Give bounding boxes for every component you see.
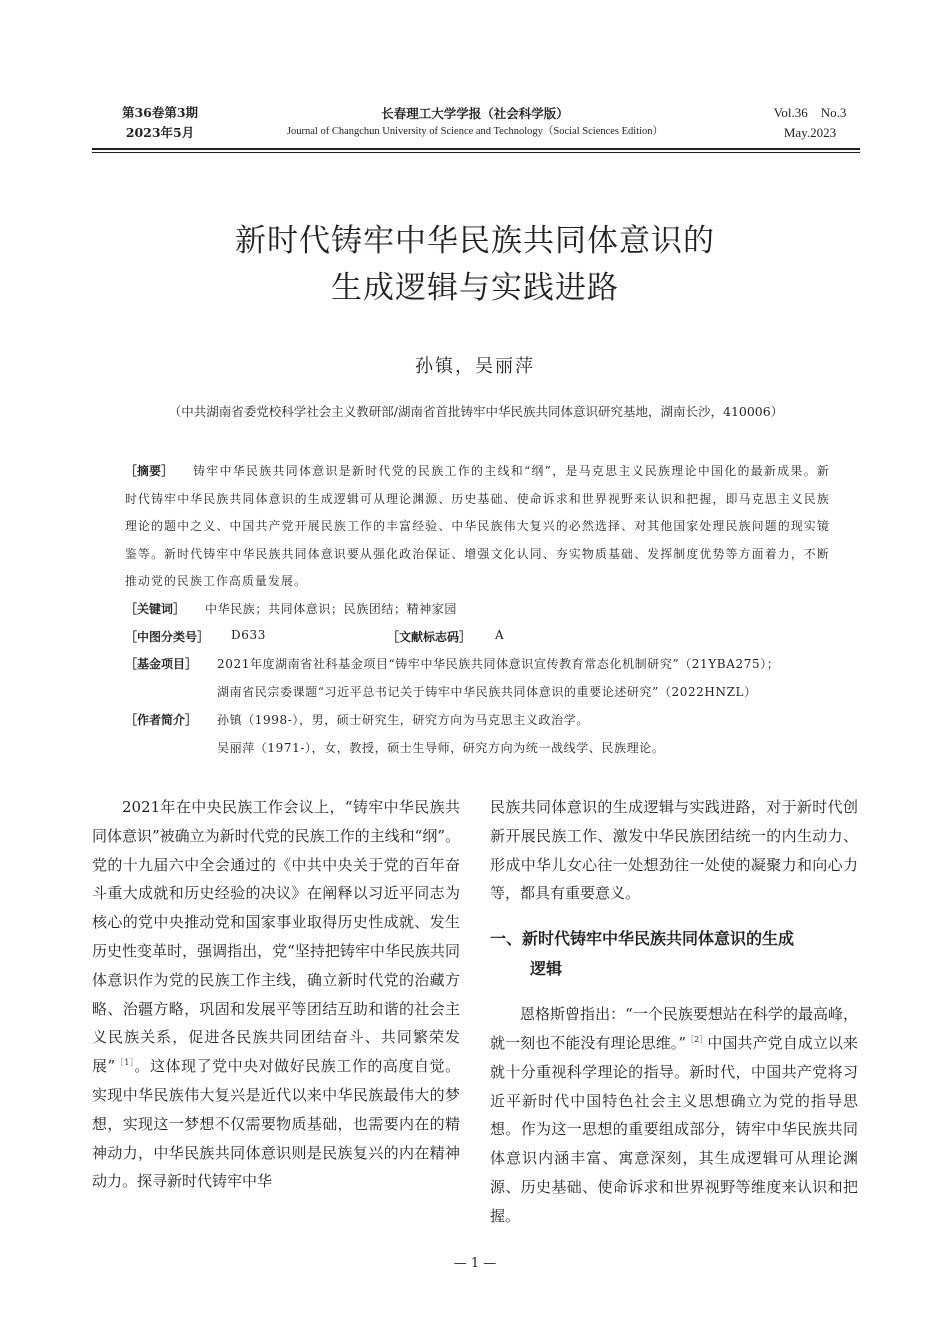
page-number: — 1 —: [453, 1256, 497, 1271]
doc-code-value: A: [495, 628, 505, 642]
doc-code-label: ［文献标志码］: [387, 630, 472, 644]
body-left-column: [92, 793, 460, 1196]
clc-value: D633: [231, 628, 266, 642]
fund-line-2: 湖南省民宗委课题“习近平总书记关于铸牢中华民族共同体意识的重要论述研究”（2022HNZL）: [217, 685, 757, 699]
article-title: [150, 218, 800, 312]
date-en: May.2023: [783, 125, 837, 140]
fund-line-1: 2021年度湖南省社科基金项目“铸牢中华民族共同体意识宣传教育常态化机制研究”（21YBA275）；: [217, 657, 780, 671]
issue-date: 2023年5月: [125, 125, 195, 140]
section1-text-b: 中国共产党自成立以来就十分重视科学理论的指导。新时代，中国共产党将习近平新时代中国特色社会主义思想确立为党的指导思想。作为这一思想的重要组成部分，铸牢中华民族共同体意识内涵丰富、寓意深刻，其生成逻辑可从理论渊源、历史基础、使命诉求和世界视野等维度来认识和把握。: [490, 1033, 858, 1225]
abstract: [125, 458, 830, 596]
citation-2[interactable]: ［2］: [686, 1034, 708, 1044]
author-bio-label: ［作者简介］: [125, 713, 198, 727]
volume-issue: 第36卷第3期: [121, 105, 199, 120]
paragraph-intro-continued: 民族共同体意识的生成逻辑与实践进路，对于新时代创新开展民族工作、激发中华民族团结统一的内生动力、形成中华儿女心往一处想劲往一处使的凝聚力和向心力等，都具有重要意义。: [490, 798, 858, 903]
author-bio-line-2: 吴丽萍（1971-），女，教授，硕士生导师，研究方向为统一战线学、民族理论。: [217, 741, 665, 755]
section-heading-line-1: 一、新时代铸牢中华民族共同体意识的生成: [490, 929, 795, 949]
fund-label: ［基金项目］: [125, 657, 198, 671]
section1-text-a: 恩格斯曾指出：“一个民族要想站在科学的最高峰，就一刻也不能没有理论思维。”: [490, 1005, 858, 1052]
keywords-row: [125, 600, 458, 617]
header-rule-thin: [92, 152, 860, 153]
section-heading-line-2: 逻辑: [530, 959, 563, 979]
journal-title-en: Journal of Changchun University of Science and Technology（Social Sciences Edition）: [286, 126, 664, 137]
abstract-text: 铸牢中华民族共同体意识是新时代党的民族工作的主线和“纲”，是马克思主义民族理论中国化的最新成果。新时代铸牢中华民族共同体意识的生成逻辑可从理论渊源、历史基础、使命诉求和世界视野来认识和把握，即马克思主义民族理论的题中之义、中国共产党开展民族工作的丰富经验、中华民族伟大复兴的必然选择、对其他国家处理民族问题的现实镜鉴等。新时代铸牢中华民族共同体意识要从强化政治保证、增强文化认同、夯实物质基础、发挥制度优势等方面着力，不断推动党的民族工作高质量发展。: [125, 464, 830, 588]
intro-text-b: 。这体现了党中央对做好民族工作的高度自觉。实现中华民族伟大复兴是近代以来中华民族最伟大的梦想，实现这一梦想不仅需要物质基础，也需要内在的精神动力，中华民族共同体意识则是民族复兴的内在精神动力。探寻新时代铸牢中华: [92, 1057, 460, 1191]
keywords-label: ［关键词］: [125, 602, 186, 616]
fund-row: [125, 655, 780, 699]
intro-text-a: 2021年在中央民族工作会议上，“铸牢中华民族共同体意识”被确立为新时代党的民族工作的主线和“纲”。党的十九届六中全会通过的《中共中央关于党的百年奋斗重大成就和历史经验的决议》在阐释以习近平同志为核心的党中央推动党和国家事业取得历史性成就、发生历史性变革时，强调指出，党“坚持把铸牢中华民族共同体意识作为党的民族工作主线，确立新时代党的治藏方略、治疆方略，巩固和发展平等团结互助和谐的社会主义民族关系，促进各民族共同团结奋斗、共同繁荣发展”: [92, 798, 461, 1076]
header-rule-thick: [92, 148, 860, 150]
header-volume-en: [760, 103, 860, 143]
body-right-column: [490, 793, 858, 1231]
title-line-1: 新时代铸牢中华民族共同体意识的: [235, 223, 715, 259]
citation-1[interactable]: ［1］: [115, 1058, 135, 1068]
authors: 孙镇，吴丽萍: [415, 356, 535, 377]
journal-name: [240, 104, 710, 140]
section-heading-1: [490, 924, 858, 984]
title-line-2: 生成逻辑与实践进路: [331, 270, 619, 306]
paragraph-section1: [490, 1000, 858, 1230]
keywords: 中华民族；共同体意识；民族团结；精神家园: [205, 602, 458, 616]
paragraph-intro: [92, 793, 460, 1196]
author-bio-row: [125, 711, 665, 755]
header-issue-info: [100, 103, 220, 143]
journal-title-cn: 长春理工大学学报（社会科学版）: [381, 106, 569, 121]
affiliation: （中共湖南省委党校科学社会主义教研部/湖南省首批铸牢中华民族共同体意识研究基地，湖南长沙，410006）: [168, 404, 784, 419]
author-bio-line-1: 孙镇（1998-），男，硕士研究生，研究方向为马克思主义政治学。: [217, 713, 589, 727]
abstract-label: ［摘要］: [125, 464, 174, 478]
classification-row: [125, 628, 505, 645]
volume-en: Vol.36 No.3: [773, 105, 847, 120]
clc-label: ［中图分类号］: [125, 630, 210, 644]
